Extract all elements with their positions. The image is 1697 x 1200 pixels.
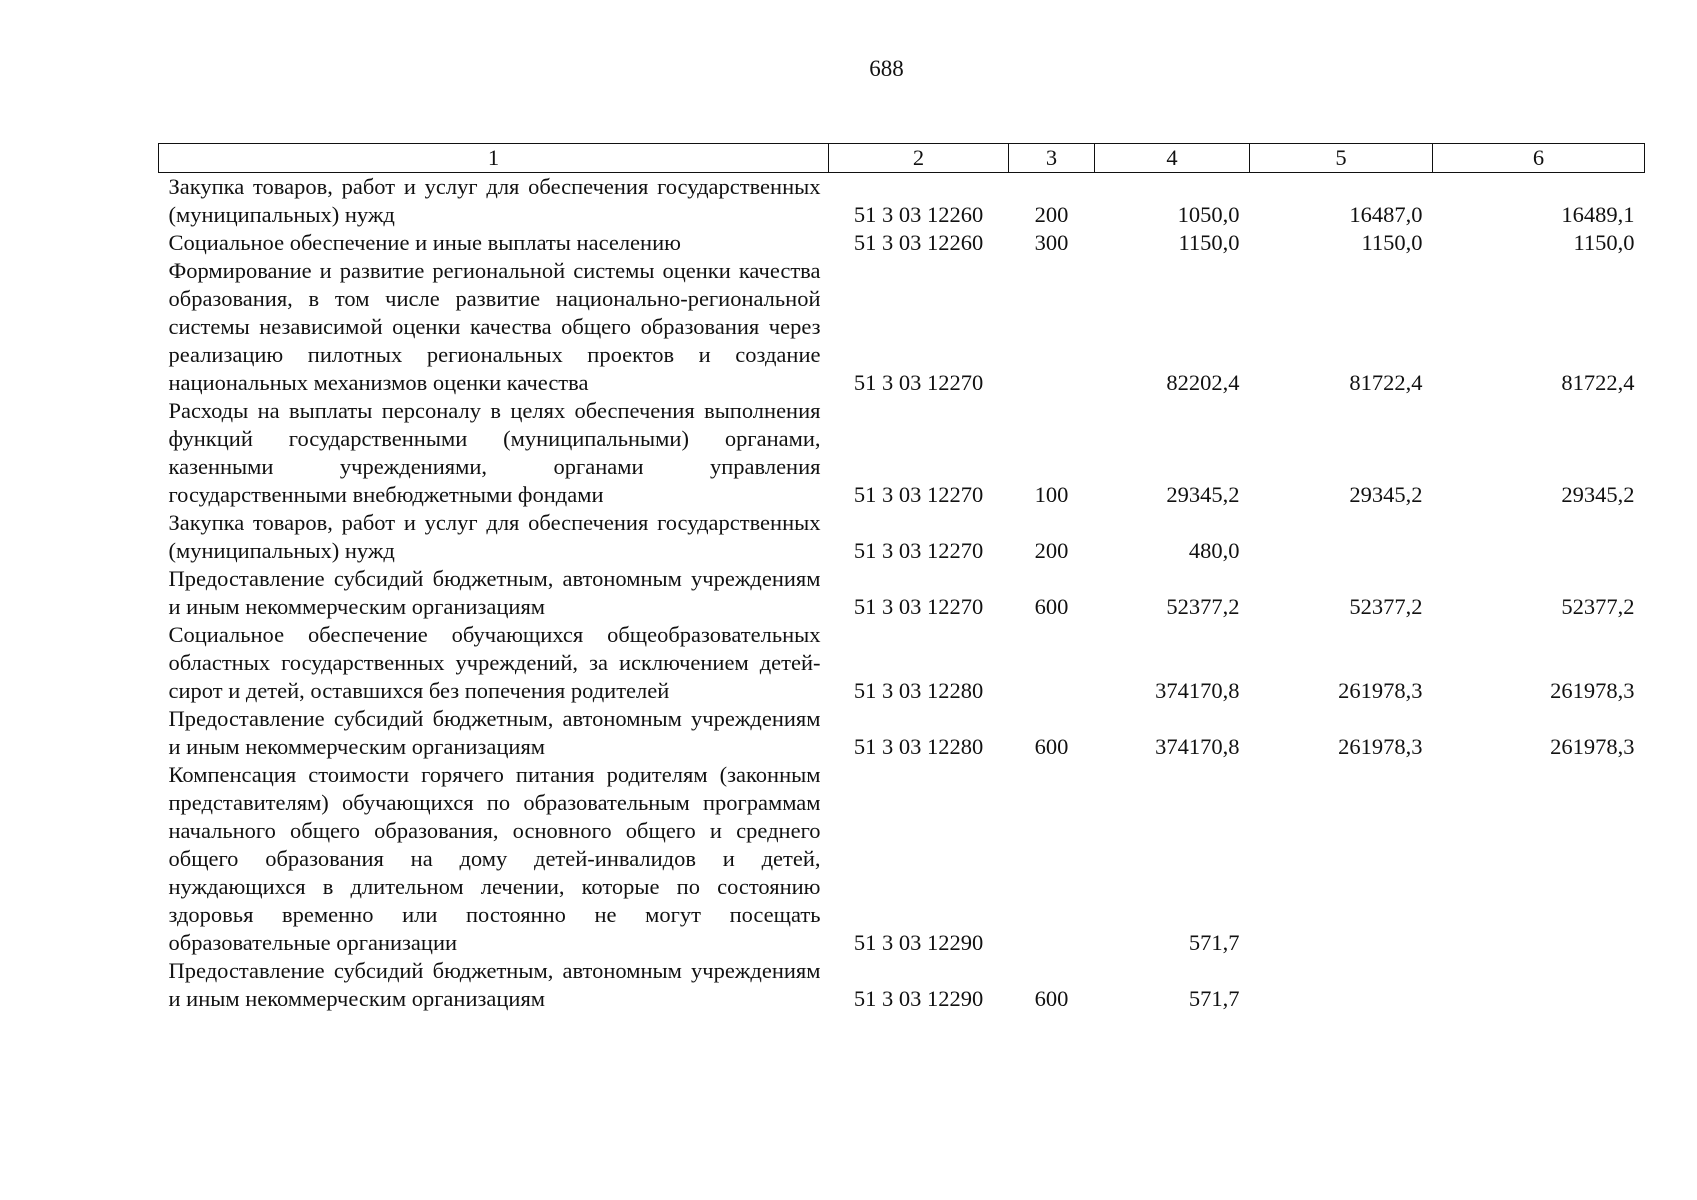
row-description: Предоставление субсидий бюджетным, автономным учреждениям и иным некоммерческим организациям bbox=[168, 706, 821, 759]
header-col-6: 6 bbox=[1433, 144, 1645, 173]
table-row bbox=[159, 397, 1645, 509]
row-code: 51 3 03 12270 bbox=[853, 538, 984, 563]
row-description: Расходы на выплаты персоналу в целях обеспечения выполнения функций государственными (муниципальными) органами, казенными учреждениями, органами управления государственными внебюджетными фондами bbox=[168, 398, 821, 507]
row-description: Социальное обеспечение обучающихся общеобразовательных областных государственных учреждений, за исключением детей-сирот и детей, оставшихся без попечения родителей bbox=[168, 622, 821, 703]
header-col-4: 4 bbox=[1095, 144, 1250, 173]
row-type: 600 bbox=[1034, 594, 1069, 619]
row-value-6 bbox=[1433, 761, 1645, 957]
row-value-5: 81722,4 bbox=[1349, 370, 1423, 395]
table-row bbox=[159, 761, 1645, 957]
row-type bbox=[1009, 761, 1095, 957]
table-row bbox=[159, 565, 1645, 621]
row-value-4: 52377,2 bbox=[1166, 594, 1240, 619]
row-value-4: 571,7 bbox=[1188, 986, 1240, 1011]
row-description: Социальное обеспечение и иные выплаты населению bbox=[168, 230, 681, 255]
row-description: Формирование и развитие региональной системы оценки качества образования, в том числе развитие национально-региональной системы независимой оценки качества общего образования через реализацию пилотных региональных проектов и создание национальных механизмов оценки качества bbox=[168, 258, 821, 395]
row-type: 600 bbox=[1034, 734, 1069, 759]
header-col-3: 3 bbox=[1009, 144, 1095, 173]
row-value-6: 52377,2 bbox=[1561, 594, 1635, 619]
row-value-5: 16487,0 bbox=[1349, 202, 1423, 227]
table-row bbox=[159, 509, 1645, 565]
row-description: Закупка товаров, работ и услуг для обеспечения государственных (муниципальных) нужд bbox=[168, 174, 821, 227]
row-value-5: 261978,3 bbox=[1338, 678, 1423, 703]
row-value-6: 261978,3 bbox=[1550, 734, 1635, 759]
row-value-6: 261978,3 bbox=[1550, 678, 1635, 703]
table-row bbox=[159, 173, 1645, 230]
table-row bbox=[159, 705, 1645, 761]
row-type: 600 bbox=[1034, 986, 1069, 1011]
row-value-6 bbox=[1433, 957, 1645, 1013]
row-type: 300 bbox=[1034, 230, 1069, 255]
row-value-6 bbox=[1433, 509, 1645, 565]
row-value-5: 261978,3 bbox=[1338, 734, 1423, 759]
budget-table bbox=[158, 143, 1645, 1013]
row-code: 51 3 03 12280 bbox=[853, 734, 984, 759]
row-description: Предоставление субсидий бюджетным, автономным учреждениям и иным некоммерческим организациям bbox=[168, 958, 821, 1011]
header-col-5: 5 bbox=[1250, 144, 1433, 173]
row-value-6: 81722,4 bbox=[1561, 370, 1635, 395]
row-value-4: 374170,8 bbox=[1155, 678, 1240, 703]
table-row bbox=[159, 957, 1645, 1013]
table-row bbox=[159, 621, 1645, 705]
row-code: 51 3 03 12280 bbox=[853, 678, 984, 703]
row-value-4: 29345,2 bbox=[1166, 482, 1240, 507]
header-col-2: 2 bbox=[829, 144, 1009, 173]
row-type: 200 bbox=[1034, 202, 1069, 227]
row-value-6: 16489,1 bbox=[1561, 202, 1635, 227]
row-value-4: 374170,8 bbox=[1155, 734, 1240, 759]
row-type bbox=[1009, 257, 1095, 397]
row-value-5: 1150,0 bbox=[1361, 230, 1423, 255]
row-code: 51 3 03 12290 bbox=[853, 930, 984, 955]
row-value-5 bbox=[1250, 761, 1433, 957]
row-value-4: 480,0 bbox=[1188, 538, 1240, 563]
row-type: 200 bbox=[1034, 538, 1069, 563]
page-number: 688 bbox=[869, 56, 904, 81]
row-description: Компенсация стоимости горячего питания родителям (законным представителям) обучающихся по образовательным программам начального общего образования, основного общего и среднего общего образования на дому детей-инвалидов и детей, нуждающихся в длительном лечении, которые по состоянию здоровья временно или постоянно не могут посещать образовательные организации bbox=[168, 762, 821, 955]
row-code: 51 3 03 12270 bbox=[853, 482, 984, 507]
row-value-4: 82202,4 bbox=[1166, 370, 1240, 395]
row-value-4: 1050,0 bbox=[1177, 202, 1240, 227]
table-header-row bbox=[159, 144, 1645, 173]
row-value-5 bbox=[1250, 509, 1433, 565]
row-value-6: 29345,2 bbox=[1561, 482, 1635, 507]
row-type bbox=[1009, 621, 1095, 705]
table-row bbox=[159, 229, 1645, 257]
row-value-4: 571,7 bbox=[1188, 930, 1240, 955]
row-value-5: 52377,2 bbox=[1349, 594, 1423, 619]
row-type: 100 bbox=[1034, 482, 1069, 507]
row-value-6: 1150,0 bbox=[1573, 230, 1635, 255]
row-description: Предоставление субсидий бюджетным, автономным учреждениям и иным некоммерческим организациям bbox=[168, 566, 821, 619]
row-code: 51 3 03 12270 bbox=[853, 594, 984, 619]
row-code: 51 3 03 12270 bbox=[853, 370, 984, 395]
row-code: 51 3 03 12260 bbox=[853, 230, 984, 255]
row-code: 51 3 03 12260 bbox=[853, 202, 984, 227]
row-value-5: 29345,2 bbox=[1349, 482, 1423, 507]
header-col-1: 1 bbox=[159, 144, 829, 173]
table-row bbox=[159, 257, 1645, 397]
row-value-5 bbox=[1250, 957, 1433, 1013]
row-value-4: 1150,0 bbox=[1178, 230, 1240, 255]
row-code: 51 3 03 12290 bbox=[853, 986, 984, 1011]
row-description: Закупка товаров, работ и услуг для обеспечения государственных (муниципальных) нужд bbox=[168, 510, 821, 563]
